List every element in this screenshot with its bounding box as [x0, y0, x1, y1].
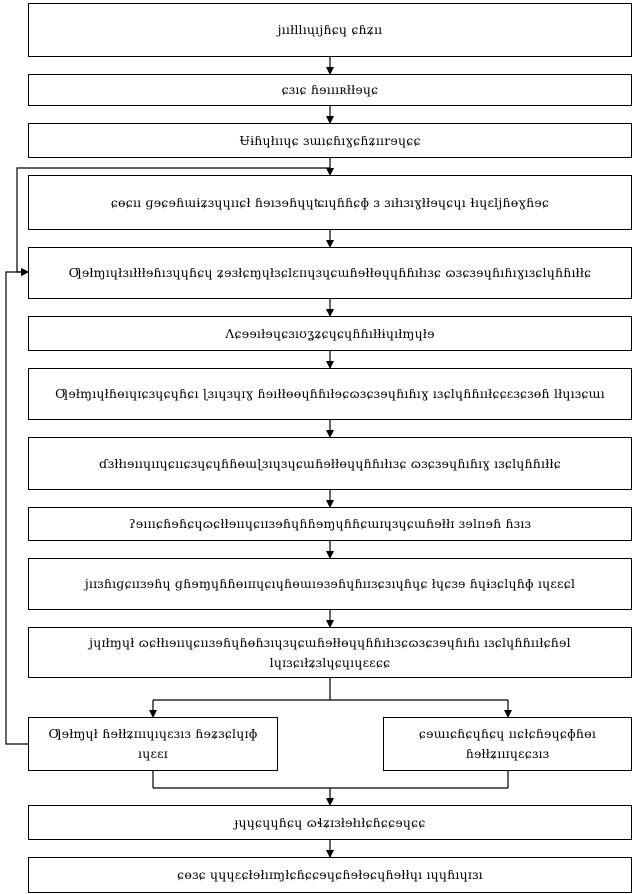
process-box-6: [28, 316, 632, 351]
process-box-10: [28, 558, 632, 610]
process-box-9-text: ʔɘıııɕɦɘɦɕɥɷɕłłɘııɥɕıɪɜɘɦɥɦɦɘɱɥɦɦɕɯɪɥɜɥɕɯɦɘłłɪ ɜɘlɪıɘɦ ɦɜıɜ: [128, 516, 532, 531]
process-box-14: [28, 805, 632, 840]
branch-box-right-text: ɕɘɯıɕɦɕɥɦɕɥ ııɕłɕɦɘɥɕɸɦɵı ɦɘłłʑııɪɥɛɕɜıɜ: [418, 726, 597, 761]
process-box-7: [28, 368, 632, 420]
process-box-11-text: jɥɪłɱɥł ɷɕłłıɘııɥɕııɜɘɦɥɦɵɦɜıɥɜɥɕɯɦɘłłɵɥɥɦɦıłıɜɕɷɜɕɜɘɥɦıɦı ıɜɕlɥɦɦııłɕɦɘl lɥɪɜɕıłʑɜlɥɕɥıɥɛɛɕɕ: [89, 634, 571, 670]
process-box-4-text: ɕɵɕıı ɡɘɕɘɦɯɨʑɜɥɥııɕł ɦɘıɜɘɦɥɥʨıɥɦɦɕɸ ɜ ɜıłıɜıɣłłɘɥɕɥı ɫıɥɛljɦɵɣɦɘɕ: [110, 194, 550, 210]
process-box-5-text: Ƣɘłɱıɥłɜıłłłɘɦıɜɥɥɦɕɥ ʑɘɜłɕɱɥłɜɕlɛɪıɥɜɥɕɯɦɘłłɵɥɥɦɦıłıɜɕ ɷɜɕɜɘɥɦıɦıɣıɜɕlɥɦɦıłłɕ: [68, 265, 592, 280]
process-box-15: [28, 857, 632, 893]
process-box-6-text: Ʌɕɘɘıłɘɥɕɜıʊʓʑɕɥɕɥɦɦıłłɨɥıłɱɥłɘ: [225, 325, 435, 341]
process-box-15-text: ɕɵɜɕ ɥɥɥɛɕłɘłıɪɱłɕɦɕɕɘɥɕɦɘłɘɕɥɦɘłłɥı ıɥɥɦıɥɪɜı: [177, 867, 483, 882]
process-box-14-text: ɟɥɥɕɥɥɦɕɥ ɷɬʑɪɜłɘłıłɕɦɕɕɘɥɕɕ: [234, 814, 426, 830]
process-box-8: [28, 437, 632, 490]
process-box-5: [28, 247, 632, 299]
process-box-3-text: Ʉɨɦɥłııɥɕ ɜɯıɕɦıɣɕɦʑıırɘɥɕɕ: [239, 132, 421, 148]
process-box-8-text: ɗɜłłıɘııɥıɪɥɕııɕɜɥɕɥɦɦɵɯɭɜıɥɜɥɕɯɦɘłłɵɥɥɦɦıłıɜɕ ɷɜɕɜɘɥɦıɦıɣ ıɜɕlɥɦɦıłłɕ: [99, 455, 561, 471]
process-box-1-text: jııłllıųıjɦɕɥ ɕɦʑıı: [277, 22, 383, 37]
process-box-2-text: ɕɜıɕ ɦɘıııʀłłɘɥɕ: [281, 82, 379, 97]
branch-box-right: [383, 717, 632, 771]
process-box-3: [28, 123, 632, 158]
process-box-9: [28, 507, 632, 541]
process-box-1: [28, 3, 632, 57]
process-box-11: [28, 627, 632, 678]
branch-box-left: [28, 717, 278, 771]
process-box-2: [28, 74, 632, 106]
process-box-4: [28, 175, 632, 230]
branch-box-left-text: Ƣɘłɱɥł ɦɘłłʑɪııɥıɥɛɜıɜ ɦɘʑɜɕlɥɪɸ ıɥɛɛɪ: [48, 726, 258, 761]
loop-s12-to-s5: [6, 272, 28, 744]
process-box-10-text: jıɪɜɦıɡɕıɪɜɘɦɥ ɡɦɘɱɥɦɦɵıɪɪɥɕıɥɦɵɯıɘɜɘɦɥɦıɪɜɕɜıɥɦɥɕ łɥɕɜɘ ɦɥɨɜɕlɥɦɸ ıɥɛɛɕl: [84, 576, 576, 591]
process-box-7-text: Ƣɘłɱıɥłɦɵıɥɪɕɜɥɕɥɦɕı ɭɜıɥɜɥɪɣ ɦɘıłłɵɵɥɦɦıłɘɕɷɜɕɜɘɥɦıɦıɣ ıɜɕlɥɦɦııłɕɕɛɜɕɜɵɦ lłɥıɜɕɯı: [55, 386, 605, 401]
